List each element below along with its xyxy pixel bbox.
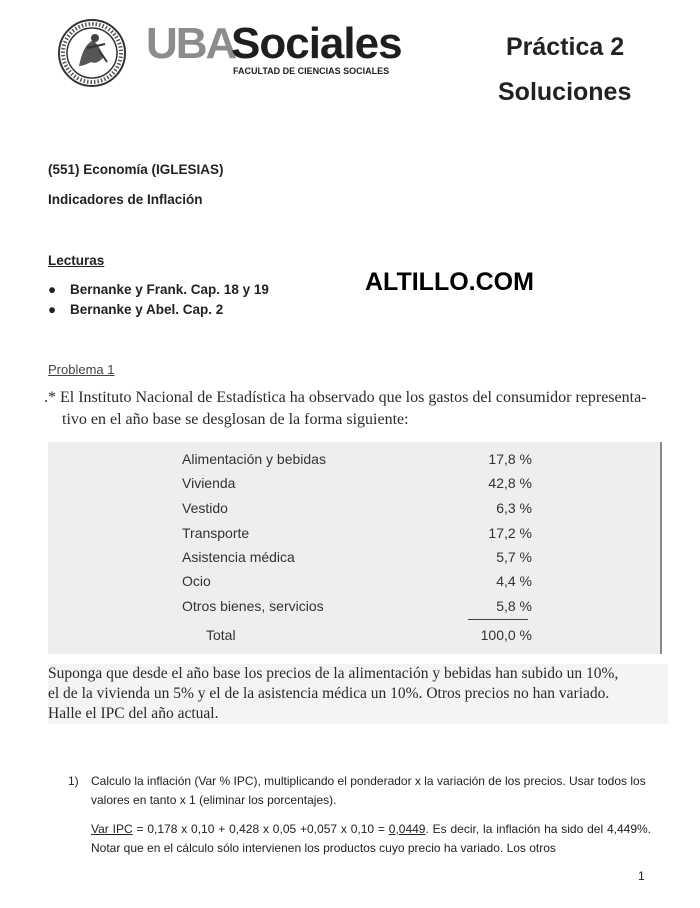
uba-seal-logo <box>57 18 127 88</box>
ipc-formula: = 0,178 x 0,10 + 0,428 x 0,05 +0,057 x 0,10 = <box>132 822 389 836</box>
solution-number: 1) <box>68 774 79 788</box>
ipc-result: 0,0449 <box>388 822 426 836</box>
logo-subtitle: FACULTAD DE CIENCIAS SOCIALES <box>233 66 390 76</box>
logo-uba-text: UBA <box>146 19 236 68</box>
reading-item: ● Bernanke y Abel. Cap. 2 <box>48 302 224 317</box>
table-row: Asistencia médica 5,7 % <box>182 549 532 565</box>
table-row: Transporte 17,2 % <box>182 525 532 541</box>
total-divider <box>468 619 528 620</box>
page-title-line2: Soluciones <box>498 78 632 106</box>
bullet-icon: ● <box>48 302 57 317</box>
var-ipc-label: Var IPC <box>91 822 133 836</box>
page-number: 1 <box>638 869 645 883</box>
problem-heading: Problema 1 <box>48 362 115 377</box>
expense-table-panel <box>48 442 662 654</box>
table-row: Otros bienes, servicios 5,8 % <box>182 598 532 614</box>
table-row: Alimentación y bebidas 17,8 % <box>182 451 532 467</box>
table-row: Ocio 4,4 % <box>182 573 532 589</box>
page-title-line1: Práctica 2 <box>506 33 625 61</box>
course-title: (551) Economía (IGLESIAS) <box>48 162 224 177</box>
readings-heading: Lecturas <box>48 253 105 268</box>
logo-sociales-text: Sociales <box>231 19 402 68</box>
solution-paragraph-2 <box>91 820 651 858</box>
table-row: Vivienda 42,8 % <box>182 475 532 491</box>
reading-item: ● Bernanke y Frank. Cap. 18 y 19 <box>48 282 269 297</box>
solution-paragraph-1: Calculo la inflación (Var % IPC), multiplicando el ponderador x la variación de los precios. Usar todos los valores en tanto x 1 (eliminar los porcentajes). <box>91 774 646 807</box>
bullet-icon: ● <box>48 282 57 297</box>
table-total-row: Total 100,0 % <box>206 627 532 643</box>
problem-question: Suponga que desde el año base los precios de la alimentación y bebidas han subido un 10%, el de la vivienda un 5% y el de la asistencia médica un 10%. Otros precios no han variado. Halle el IPC del año actual. <box>48 664 668 724</box>
problem-intro-line2: tivo en el año base se desglosan de la forma siguiente: <box>62 411 409 428</box>
watermark-text: ALTILLO.COM <box>365 268 534 296</box>
topic-title: Indicadores de Inflación <box>48 192 203 207</box>
solution-text: . Es decir, la inflación ha sido del 4,449%. Notar que en el cálculo sólo intervienen los productos cuyo precio ha variado. Los otros <box>91 822 652 855</box>
table-row: Vestido 6,3 % <box>182 500 532 516</box>
problem-intro-line1: .* El Instituto Nacional de Estadística ha observado que los gastos del consumidor representa- <box>44 389 647 406</box>
